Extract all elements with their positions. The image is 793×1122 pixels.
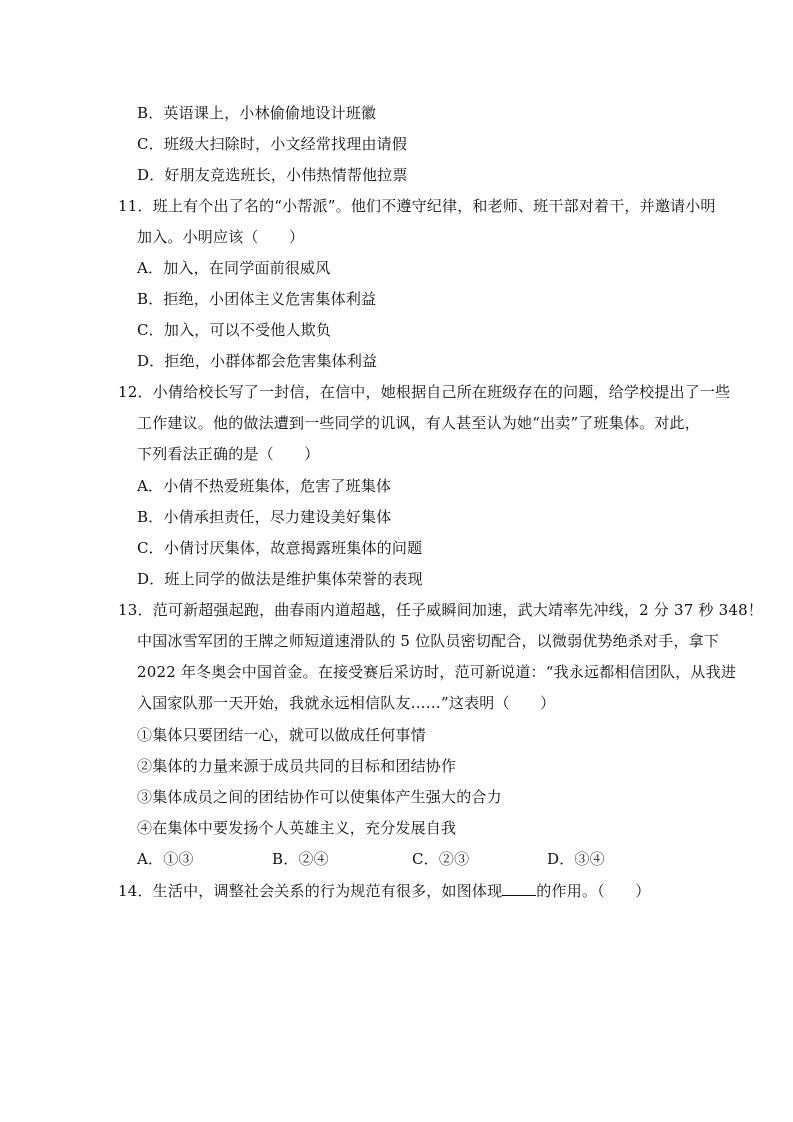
q13-statement-2: ②集体的力量来源于成员共同的目标和团结协作 [137, 757, 457, 775]
q13-stem-line3: 2022 年冬奥会中国首金。在接受赛后采访时，范可新说道：“我永远都相信团队，从我进 [137, 663, 737, 681]
q14-stem [118, 881, 650, 901]
q11-option-b: B．拒绝，小团体主义危害集体利益 [137, 290, 377, 308]
q13-stem-line1: 13．范可新超强起跑，曲春雨内道超越，任子威瞬间加速，武大靖率先冲线，2 分 37 秒 348！ [118, 601, 764, 619]
q11-option-a: A．加入，在同学面前很威风 [137, 259, 331, 277]
q12-option-c: C．小倩讨厌集体，故意揭露班集体的问题 [137, 539, 423, 557]
q10-option-b: B．英语课上，小林偷偷地设计班徽 [137, 104, 377, 122]
q13-statement-3: ③集体成员之间的团结协作可以使集体产生强大的合力 [137, 788, 502, 806]
q13-stem-line2: 中国冰雪军团的王牌之师短道速滑队的 5 位队员密切配合，以微弱优势绝杀对手，拿下 [137, 632, 720, 650]
q13-statement-4: ④在集体中要发扬个人英雄主义，充分发展自我 [137, 819, 457, 837]
q14-stem-before: 14．生活中，调整社会关系的行为规范有很多，如图体现 [118, 882, 503, 900]
q11-option-c: C．加入，可以不受他人欺负 [137, 321, 332, 339]
q13-choices [137, 849, 657, 869]
q10-option-c: C．班级大扫除时，小文经常找理由请假 [137, 135, 408, 153]
q13-choice-d: D．③④ [547, 850, 605, 868]
q14-answer-blank [502, 881, 536, 896]
q12-stem-line1: 12．小倩给校长写了一封信，在信中，她根据自己所在班级存在的问题，给学校提出了一些 [118, 383, 731, 401]
q12-option-a: A．小倩不热爱班集体，危害了班集体 [137, 477, 392, 495]
q13-choice-a: A．①③ [137, 850, 194, 868]
q11-stem-line2: 加入。小明应该（ ） [137, 228, 305, 246]
q11-stem-line1: 11．班上有个出了名的“小帮派”。他们不遵守纪律，和老师、班干部对着干，并邀请小明 [118, 197, 716, 215]
q14-stem-after: 的作用。（ ） [536, 882, 651, 900]
q13-choice-b: B．②④ [272, 850, 329, 868]
q10-option-d: D．好朋友竞选班长，小伟热情帮他拉票 [137, 166, 408, 184]
q12-option-d: D．班上同学的做法是维护集体荣誉的表现 [137, 570, 423, 588]
q13-statement-1: ①集体只要团结一心，就可以做成任何事情 [137, 726, 426, 744]
q12-option-b: B．小倩承担责任，尽力建设美好集体 [137, 508, 392, 526]
q13-stem-line4: 入国家队那一天开始，我就永远相信队友……”这表明（ ） [137, 694, 556, 712]
q11-option-d: D．拒绝，小群体都会危害集体利益 [137, 352, 378, 370]
q12-stem-line3: 下列看法正确的是（ ） [137, 445, 320, 463]
q13-choice-c: C．②③ [412, 850, 470, 868]
q12-stem-line2: 工作建议。他的做法遭到一些同学的讥讽，有人甚至认为她“出卖”了班集体。对此， [137, 414, 700, 432]
